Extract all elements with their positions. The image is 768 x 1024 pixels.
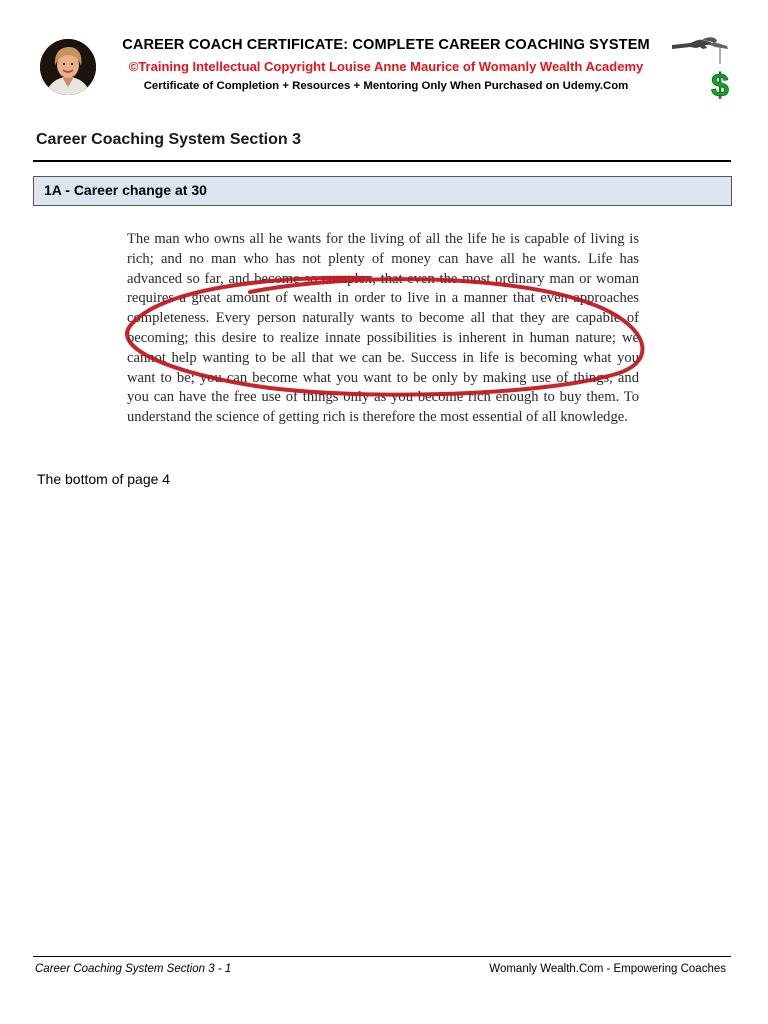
money-hand-logo [672, 34, 734, 100]
lesson-heading-box [33, 176, 732, 206]
page-note: The bottom of page 4 [37, 471, 171, 487]
footer-site-label: Womanly Wealth.Com - Empowering Coaches [489, 963, 726, 975]
section-divider [33, 160, 731, 162]
footer-section-label: Career Coaching System Section 3 - 1 [35, 963, 232, 975]
copyright-line: ©Training Intellectual Copyright Louise Anne Maurice of Womanly Wealth Academy [128, 59, 644, 74]
footer-divider [33, 956, 731, 957]
page-header [0, 0, 768, 110]
author-photo [40, 39, 96, 95]
quote-image [120, 226, 648, 454]
lesson-title: 1A - Career change at 30 [44, 182, 207, 198]
quote-text: The man who owns all he wants for the living of all the life he is capable of living is rich; and no man who has not plenty of money can have all he wants. Life has advanced so far, and become so complex, that even the most ordinary man or woman requires a great amount of wealth in order to live in a manner that even approaches completeness. Every person naturally wants to become all that they are capable of becoming; this desire to realize innate possibilities is inherent in human nature; we cannot help wanting to be all that we can be. Success in life is becoming what you want to be; you can become what you want to be only by making use of things, and you can have the free use of things only as you become rich enough to buy them. To understand the science of getting rich is therefore the most essential of all knowledge. [127, 231, 639, 426]
money-hand-icon [672, 34, 734, 100]
dollar-sign: $ [711, 67, 729, 100]
section-title: Career Coaching System Section 3 [36, 131, 301, 148]
course-title: CAREER COACH CERTIFICATE: COMPLETE CAREER COACHING SYSTEM [122, 37, 650, 53]
author-photo-image [40, 39, 96, 95]
certificate-line: Certificate of Completion + Resources + Mentoring Only When Purchased on Udemy.Com [143, 80, 629, 92]
